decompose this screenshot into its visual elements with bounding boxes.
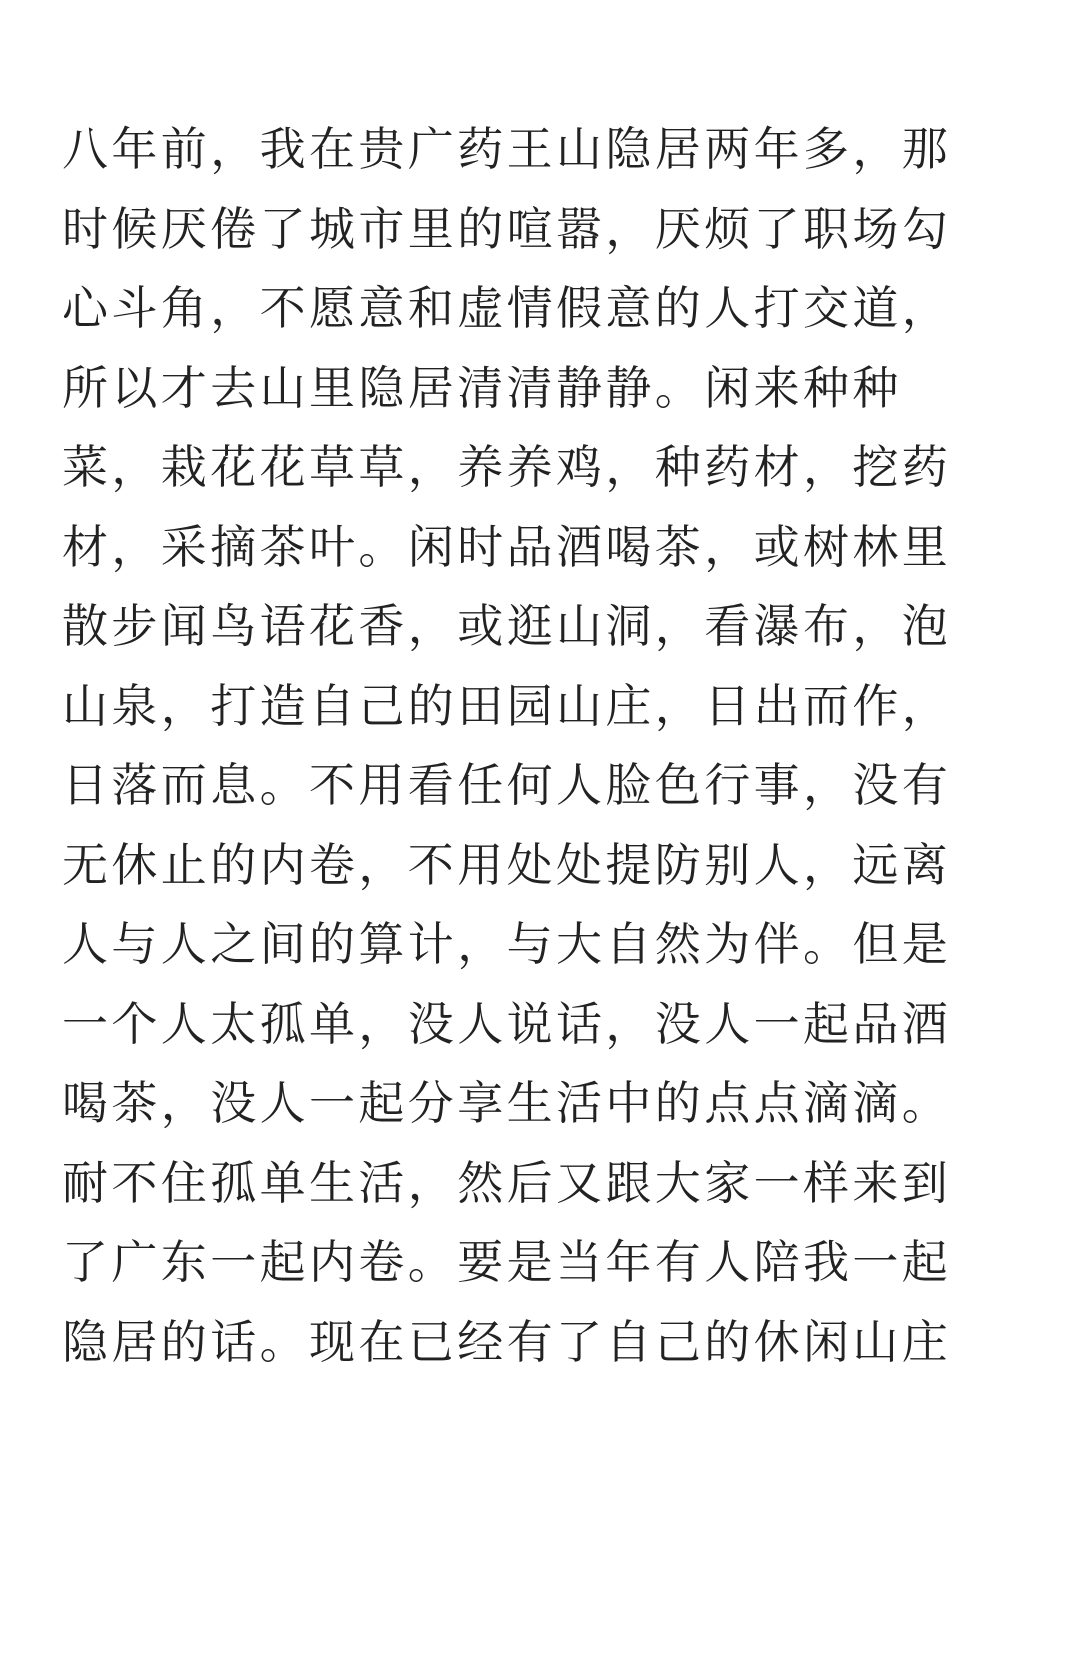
text-line: 隐居的话。现在已经有了自己的休闲山庄	[62, 1314, 952, 1369]
text-line: 喝茶，没人一起分享生活中的点点滴滴。	[62, 1076, 952, 1130]
text-line: 耐不住孤单生活，然后又跟大家一样来到	[62, 1155, 952, 1210]
text-line: 时候厌倦了城市里的喧嚣，厌烦了职场勾	[62, 201, 952, 256]
text-line: 日落而息。不用看任何人脸色行事，没有	[62, 758, 952, 812]
text-line: 了广东一起内卷。要是当年有人陪我一起	[62, 1235, 952, 1289]
text-line: 一个人太孤单，没人说话，没人一起品酒	[62, 996, 952, 1051]
text-line: 所以才去山里隐居清清静静。闲来种种	[62, 360, 902, 415]
post-body-text	[62, 110, 1017, 1382]
text-line: 人与人之间的算计，与大自然为伴。但是	[62, 917, 952, 971]
text-line: 材，采摘茶叶。闲时品酒喝茶，或树林里	[62, 519, 952, 574]
text-line: 心斗角，不愿意和虚情假意的人打交道，	[62, 281, 952, 335]
text-line: 山泉，打造自己的田园山庄，日出而作，	[62, 678, 952, 733]
text-line: 散步闻鸟语花香，或逛山洞，看瀑布，泡	[62, 599, 952, 653]
text-line: 菜，栽花花草草，养养鸡，种药材，挖药	[62, 440, 952, 494]
cropped-header-text	[62, 0, 362, 8]
text-line: 无休止的内卷，不用处处提防别人，远离	[62, 837, 952, 892]
text-line: 八年前，我在贵广药王山隐居两年多，那	[62, 122, 952, 176]
